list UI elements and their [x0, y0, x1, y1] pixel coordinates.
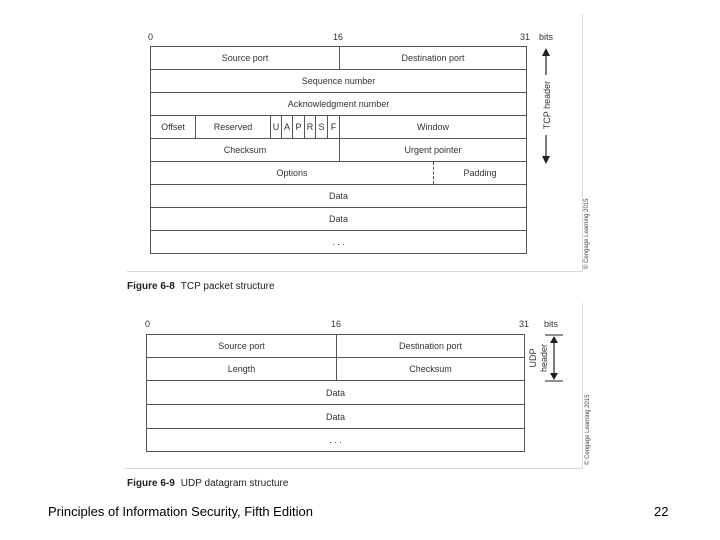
slide-page-number: 22: [654, 504, 669, 519]
tcp-figure-caption: [127, 281, 275, 292]
tcp-flag-u-cell: U: [270, 116, 281, 138]
tcp-sequence-number-cell: Sequence number: [301, 76, 376, 86]
tcp-flag-f-cell: F: [327, 116, 339, 138]
tcp-figure: [127, 14, 590, 272]
udp-row-ellipsis: [147, 429, 524, 451]
tcp-padding-cell: Padding: [433, 162, 526, 184]
tcp-ellipsis-cell: . . .: [332, 237, 345, 247]
udp-figure-caption: [127, 478, 288, 489]
udp-row-ports: [147, 335, 524, 358]
udp-bits-unit-label: bits: [544, 319, 559, 329]
udp-data-cell-2: Data: [325, 411, 345, 422]
udp-destination-port-cell: Destination port: [336, 335, 524, 357]
tcp-options-cell: Options: [276, 168, 308, 178]
udp-bit-31-label: 31: [519, 319, 530, 329]
tcp-destination-port-cell: Destination port: [339, 47, 526, 69]
udp-header-label-line2: header: [539, 343, 549, 373]
tcp-urgent-pointer-cell: Urgent pointer: [339, 139, 526, 161]
udp-row-data-1: [147, 381, 524, 405]
tcp-row-sequence: [151, 70, 526, 93]
tcp-row-ports: [151, 47, 526, 70]
tcp-bits-unit-label: bits: [539, 32, 554, 42]
tcp-row-checksum: [151, 139, 526, 162]
udp-row-data-2: [147, 405, 524, 429]
udp-source-port-cell: Source port: [218, 341, 265, 351]
tcp-source-port-cell: Source port: [221, 53, 269, 63]
tcp-flag-s-cell: S: [315, 116, 327, 138]
tcp-header-label: TCP header: [542, 75, 552, 135]
tcp-row-options: [151, 162, 526, 185]
udp-header-table: [146, 334, 525, 452]
tcp-ack-number-cell: Acknowledgment number: [287, 99, 390, 109]
tcp-figure-title: TCP packet structure: [180, 281, 275, 292]
tcp-checksum-cell: Checksum: [223, 145, 267, 155]
udp-data-cell-1: Data: [325, 387, 345, 398]
udp-figure-number: Figure 6-9: [127, 478, 175, 489]
tcp-row-data-1: [151, 185, 526, 208]
tcp-reserved-cell: Reserved: [195, 116, 270, 138]
tcp-bit-0-label: 0: [148, 32, 154, 42]
tcp-header-table: [150, 46, 527, 254]
tcp-data-cell-2: Data: [328, 214, 348, 224]
tcp-window-cell: Window: [339, 116, 526, 138]
tcp-figure-number: Figure 6-8: [127, 281, 175, 292]
udp-ellipsis-cell: . . .: [329, 435, 342, 445]
udp-copyright: © Cengage Learning 2015: [585, 394, 591, 465]
tcp-row-control: [151, 116, 526, 139]
slide-footer-title: Principles of Information Security, Fifth Edition: [48, 504, 313, 519]
tcp-data-cell-1: Data: [328, 191, 348, 201]
tcp-bit-16-label: 16: [333, 32, 344, 42]
udp-figure-title: UDP datagram structure: [180, 478, 289, 489]
udp-bit-16-label: 16: [331, 319, 342, 329]
tcp-row-ellipsis: [151, 231, 526, 253]
tcp-row-data-2: [151, 208, 526, 231]
udp-length-cell: Length: [227, 364, 256, 374]
udp-header-label-line1: UDP: [528, 348, 538, 368]
tcp-copyright: © Cengage Learning 2015: [584, 198, 590, 269]
tcp-offset-cell: Offset: [161, 122, 185, 132]
tcp-flag-p-cell: P: [292, 116, 304, 138]
tcp-flag-r-cell: R: [304, 116, 315, 138]
tcp-flag-a-cell: A: [281, 116, 292, 138]
tcp-bit-31-label: 31: [520, 32, 531, 42]
udp-row-length: [147, 358, 524, 381]
tcp-row-ack: [151, 93, 526, 116]
udp-figure: [124, 303, 591, 469]
udp-checksum-cell: Checksum: [336, 358, 524, 380]
udp-bit-0-label: 0: [145, 319, 151, 329]
